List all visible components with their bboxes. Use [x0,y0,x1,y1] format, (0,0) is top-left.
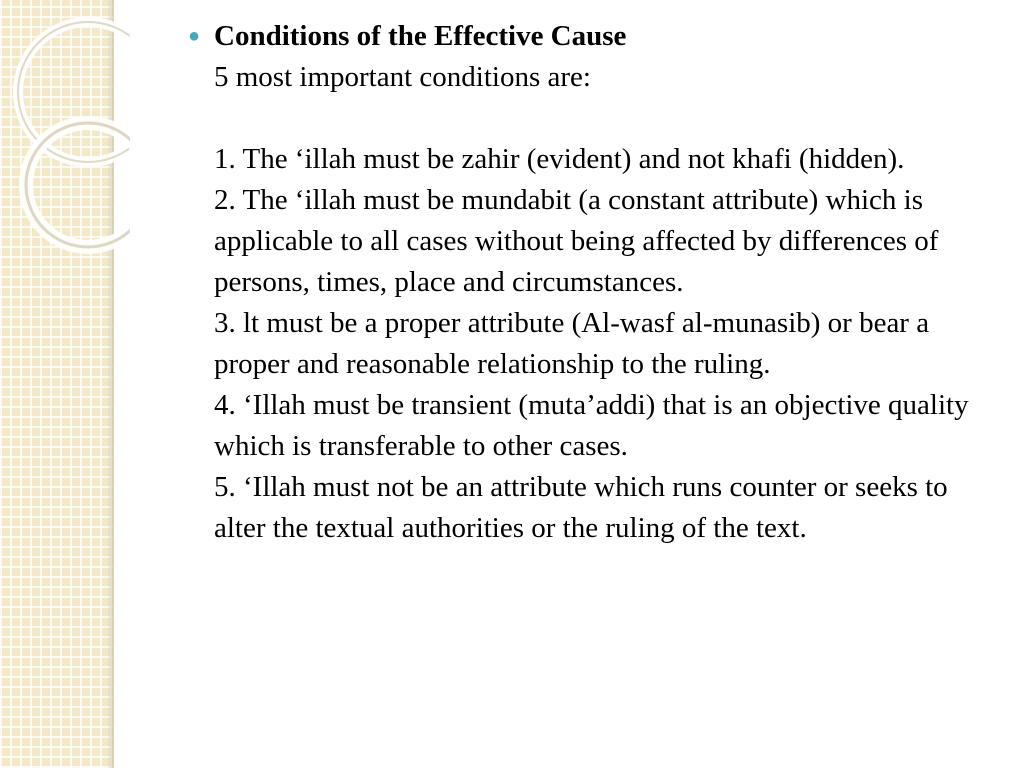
bullet-item [188,16,988,549]
condition-3: 3. lt must be a proper attribute (Al-wasf al-munasib) or bear a proper and reasonable relationship to the ruling. [214,307,930,380]
lower-ring [26,123,130,247]
bullet-body [214,16,988,549]
bullet-icon: ● [188,25,201,47]
slide-content [188,16,988,549]
spacer [214,98,988,139]
upper-ring [18,22,130,162]
decorative-rings [0,0,130,300]
condition-2: 2. The ‘illah must be mundabit (a constant attribute) which is applicable to all cases without being affected by differences of persons, times, place and circumstances. [214,184,939,298]
condition-4: 4. ‘Illah must be transient (muta’addi) that is an objective quality which is transferable to other cases. [214,389,969,462]
slide-heading: Conditions of the Effective Cause [214,20,627,52]
condition-1: 1. The ‘illah must be zahir (evident) and not khafi (hidden). [214,143,905,175]
condition-5: 5. ‘Illah must not be an attribute which runs counter or seeks to alter the textual authorities or the ruling of the text. [214,471,948,544]
intro-text: 5 most important conditions are: [214,61,591,93]
